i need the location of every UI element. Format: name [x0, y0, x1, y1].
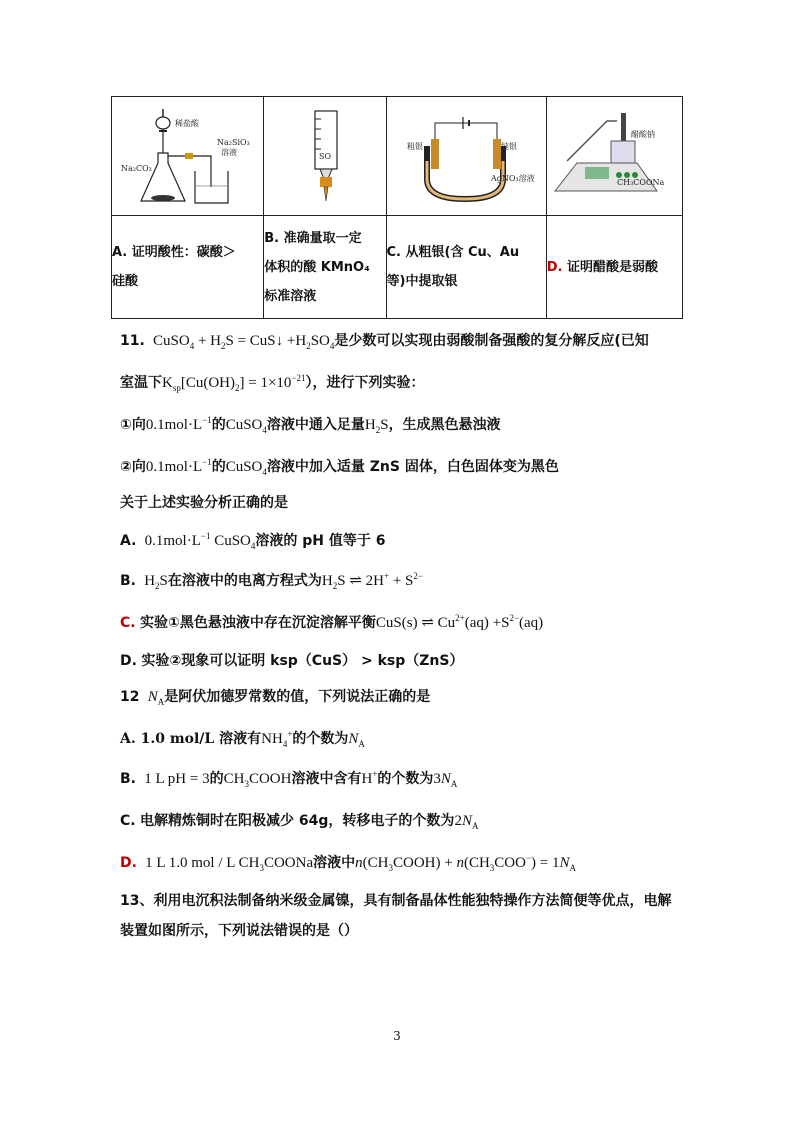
q12-b-amount: $3N_A$	[433, 771, 458, 789]
image-row	[112, 97, 683, 216]
option-row	[112, 216, 683, 319]
option-c-cell	[386, 216, 546, 319]
q12-c-amount: $2N_A$	[454, 813, 479, 831]
cuso4-formula-2: CuSO$_4$	[225, 459, 267, 477]
q13-line-2: 装置如图所示，下列说法错误的是（）	[120, 923, 358, 939]
option-a-letter: A.	[112, 245, 128, 260]
q12-d-mid: 溶液中	[313, 855, 356, 871]
q11-exp2-c: 溶液中加入适量 ZnS 固体，白色固体变为黑色	[266, 459, 559, 475]
acid-label: 稀盐酸	[174, 119, 199, 128]
option-b-letter: B.	[264, 230, 280, 246]
na-symbol: $N_A$	[147, 689, 165, 707]
h-ion: H+	[361, 769, 378, 787]
crude-silver-label: 粗银	[407, 142, 424, 151]
option-d-text: 证明醋酸是弱酸	[567, 259, 659, 275]
q12-b-tail: 的个数为	[377, 771, 434, 787]
option-d-cell	[546, 216, 682, 319]
option-b-text-2: 体积的酸 KMnO₄	[264, 259, 370, 275]
q11-c-letter: C.	[120, 615, 136, 631]
q12-b-condition: 1 L pH = 3	[140, 771, 210, 787]
burette-image	[265, 101, 385, 211]
burette-label: SO	[318, 152, 331, 161]
q11-line-2-tail: ），进行下列实验：	[305, 375, 425, 391]
q11-line-1	[120, 330, 649, 351]
q12-b-mid: 的	[209, 771, 224, 787]
apparatus-a-cell	[112, 97, 264, 216]
q13-line-1: 13、利用电沉积法制备纳米级金属镍，具有制备晶体性能独特操作方法简便等优点，电解	[120, 893, 672, 909]
acetic-acid-formula: $CH_3COOH$	[223, 771, 292, 789]
q11-line-2-head: 室温下	[120, 375, 162, 391]
q11-exp1-c: 溶液中通入足量	[266, 417, 365, 433]
sodium-acetate-formula: CH₃COONa	[617, 178, 665, 187]
h2s-formula: $H_2S$	[364, 417, 389, 435]
q11-exp2	[120, 456, 559, 477]
apparatus-d-cell	[546, 97, 682, 216]
nh4-ion: $NH_4^+$	[261, 729, 293, 749]
q11-option-a	[120, 530, 386, 551]
q11-b-h2s: $H_2S$	[140, 573, 168, 591]
q12-option-b	[120, 768, 457, 789]
concentration: $0.1mol\cdot L^{-1}$	[145, 415, 212, 433]
experiment-table	[111, 96, 683, 319]
ksp-expression: $K_{sp}[Cu(OH)_2] = 1\times 10^{-21}$	[162, 373, 306, 393]
q11-d-text: 实验②现象可以证明 ksp（CuS） > ksp（ZnS）	[141, 653, 464, 669]
solution-label: 溶液	[220, 148, 237, 157]
q11-a-letter: A.	[120, 533, 137, 549]
q11-option-c	[120, 612, 543, 632]
q12-number: 12	[120, 689, 140, 705]
q11-b-mid: 在溶液中的电离方程式为	[167, 573, 322, 589]
ionization-equation: $H_2S$ ⇌ $2H^+ + S^{2-}$	[321, 571, 423, 591]
electrolysis-apparatus-image	[387, 101, 545, 211]
q11-number: 11.	[120, 333, 145, 349]
q11-a-formula: $0.1mol\cdot L^{-1}$ CuSO$_4$	[140, 531, 256, 551]
q12-b-letter: B.	[120, 771, 136, 787]
q11-exp2-a: ②向	[120, 459, 146, 475]
q11-c-text: 实验①黑色悬浊液中存在沉淀溶解平衡	[140, 615, 376, 631]
concentration-2: $0.1mol\cdot L^{-1}$	[145, 457, 212, 475]
option-c-text: 从粗银(含 Cu、Au	[405, 245, 520, 260]
q11-equation: CuSO$_4$ + $H_2S$ = CuS↓ $+H_2SO_4$	[149, 333, 335, 351]
pure-silver-label: 纯银	[501, 142, 518, 151]
option-a-cell	[112, 216, 264, 319]
q11-exp1-a: ①向	[120, 417, 146, 433]
apparatus-c-cell	[386, 97, 546, 216]
option-b-text: 准确量取一定	[283, 230, 362, 246]
na2sio3-label: Na₂SiO₃	[216, 138, 250, 147]
q12-option-d	[120, 852, 576, 873]
q12-c-letter: C.	[120, 813, 136, 829]
acid-comparison-apparatus-image	[113, 101, 263, 211]
option-a-text-2: 硅酸	[112, 274, 139, 289]
cuso4-formula: CuSO$_4$	[225, 417, 267, 435]
q12-c-text: 电解精炼铜时在阳极减少 64g，转移电子的个数为	[140, 813, 455, 829]
option-c-letter: C.	[386, 245, 401, 260]
q11-option-d	[120, 650, 463, 670]
option-d-letter: D.	[546, 259, 563, 275]
q12-stem-line	[120, 686, 430, 707]
q12-d-material-balance: $n(CH_3COOH) + n(CH_3COO^-) = 1N_A$	[355, 853, 577, 873]
q12-a-tail: 的个数为	[292, 731, 349, 747]
q12-stem: 是阿伏加德罗常数的值，下列说法正确的是	[164, 689, 431, 705]
q11-b-letter: B.	[120, 573, 136, 589]
q12-a-na: $N_A$	[348, 731, 365, 749]
q11-d-letter: D.	[120, 653, 137, 669]
q11-a-tail: 溶液的 pH 值等于 6	[255, 533, 386, 549]
option-a-text: 证明酸性：碳酸＞	[131, 245, 236, 260]
q12-b-mid2: 溶液中含有	[291, 771, 362, 787]
dissolution-equilibrium: CuS(s) ⇌ $Cu^{2+}(aq) +S^{2-}(aq)$	[375, 613, 544, 631]
option-b-cell	[264, 216, 386, 319]
q11-line-2	[120, 372, 425, 393]
q12-option-c	[120, 810, 478, 831]
q11-exp1-b: 的	[211, 417, 226, 433]
page-number: 3	[393, 1029, 401, 1043]
q11-stem: 关于上述实验分析正确的是	[120, 495, 288, 511]
q11-exp1-d: ，生成黑色悬浊液	[388, 417, 501, 433]
q12-option-a	[120, 728, 365, 749]
apparatus-b-cell	[264, 97, 386, 216]
q11-exp2-b: 的	[211, 459, 226, 475]
q12-a-text: A. 1.0 mol/L 溶液有	[120, 731, 262, 747]
ph-meter-image	[547, 101, 681, 211]
option-c-text-2: 等)中提取银	[386, 274, 458, 289]
q12-d-solution: 1 L 1.0 mol / L $CH_3COONa$	[141, 855, 314, 873]
sodium-acetate-label: 醋酸钠	[631, 130, 656, 139]
q11-exp1	[120, 414, 501, 435]
agno3-label: AgNO₃溶液	[491, 174, 535, 183]
na2co3-label: Na₂CO₃	[120, 164, 152, 173]
option-b-text-3: 标准溶液	[264, 288, 317, 304]
q12-d-letter: D.	[120, 855, 137, 871]
q11-line-1-tail: 是少数可以实现由弱酸制备强酸的复分解反应(已知	[334, 333, 649, 349]
q11-option-b	[120, 570, 423, 591]
